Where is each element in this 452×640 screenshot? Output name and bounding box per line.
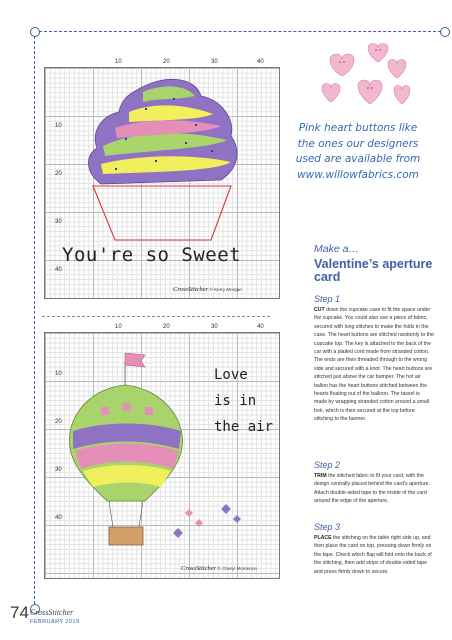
frame-corner-dot bbox=[30, 27, 40, 37]
y-tick: 10 bbox=[55, 123, 62, 129]
x-tick: 30 bbox=[211, 324, 218, 330]
credit-brand: CrossStitcher bbox=[181, 565, 217, 572]
y-tick: 40 bbox=[55, 267, 62, 273]
step-1-lead: CUT bbox=[314, 307, 325, 313]
x-tick: 40 bbox=[257, 324, 264, 330]
y-tick: 30 bbox=[55, 219, 62, 225]
y-tick: 40 bbox=[55, 515, 62, 521]
balloon-stitched-text: Love is in the air bbox=[214, 367, 274, 435]
step-3-lead: PLACE bbox=[314, 535, 332, 541]
step-1-title: Step 1 bbox=[314, 294, 341, 304]
cupcake-stitched-text: You're so Sweet bbox=[62, 244, 242, 266]
y-tick: 20 bbox=[55, 171, 62, 177]
heart-buttons-photo bbox=[310, 42, 426, 114]
x-tick: 10 bbox=[115, 324, 122, 330]
article-heading: Valentine’s aperture card bbox=[314, 257, 433, 284]
credit-designer: © Kerry Morgan bbox=[209, 287, 242, 292]
x-tick: 40 bbox=[257, 59, 264, 65]
page-number: 74 bbox=[10, 603, 29, 622]
frame-left-border bbox=[34, 31, 35, 609]
x-tick: 20 bbox=[163, 59, 170, 65]
chart-credit bbox=[173, 286, 242, 293]
step-3-text bbox=[314, 534, 434, 576]
article-kicker: Make a… bbox=[314, 243, 359, 255]
x-tick: 30 bbox=[211, 59, 218, 65]
step-3-body: the stitching on the table right side up, and then place the card on top, pressing down firmly on the tape. Check which flap will fold onto the back of the stitching, then add strips of double-sided tape and press firmly down to secure. bbox=[314, 535, 432, 575]
credit-brand: CrossStitcher bbox=[173, 286, 209, 293]
y-tick: 30 bbox=[55, 467, 62, 473]
x-tick: 10 bbox=[115, 59, 122, 65]
x-tick: 20 bbox=[163, 324, 170, 330]
step-1-text bbox=[314, 306, 434, 424]
frame-top-border bbox=[34, 31, 446, 32]
step-2-lead: TRIM bbox=[314, 473, 327, 479]
step-2-text bbox=[314, 472, 434, 506]
chart-separator bbox=[42, 316, 270, 317]
step-2-title: Step 2 bbox=[314, 460, 341, 470]
y-tick: 10 bbox=[55, 371, 62, 377]
footer-brand: CrossStitcher bbox=[30, 608, 74, 617]
y-tick: 20 bbox=[55, 419, 62, 425]
chart-credit bbox=[181, 565, 257, 572]
step-3-title: Step 3 bbox=[314, 522, 341, 532]
footer-issue: FEBRUARY 2019 bbox=[30, 619, 80, 625]
credit-designer: © Cheryl McKinnon bbox=[217, 566, 258, 571]
frame-corner-dot bbox=[440, 27, 450, 37]
step-1-body: down the cupcake case to fit the space under the cupcake. You could also use a piece of fabric, secured with long stitches to make the folds in the case. The heart buttons are stitched randomly to the cupcake top. The key is attached to the back of the car with a plaited cord made from stranded cotton. The ends are then threaded through to the wrong side and secured with a knot. The heart buttons are stitched just above the car bumper. The hot air ballon has the heart buttons stitched between the hearts floating out of the balloon. The tassel is made by wrapping stranded cotton around a small fork, which is then secured at the top before stitching to the banner. bbox=[314, 307, 434, 423]
promo-callout: Pink heart buttons like the ones our designers used are available from www.willowfabrics.com bbox=[295, 122, 421, 181]
step-2-body: the stitched fabric to fit your card, with the design centrally placed behind the card’s aperture. Attach double-sided tape to the inside of the card around the edge of the aperture. bbox=[314, 473, 430, 505]
